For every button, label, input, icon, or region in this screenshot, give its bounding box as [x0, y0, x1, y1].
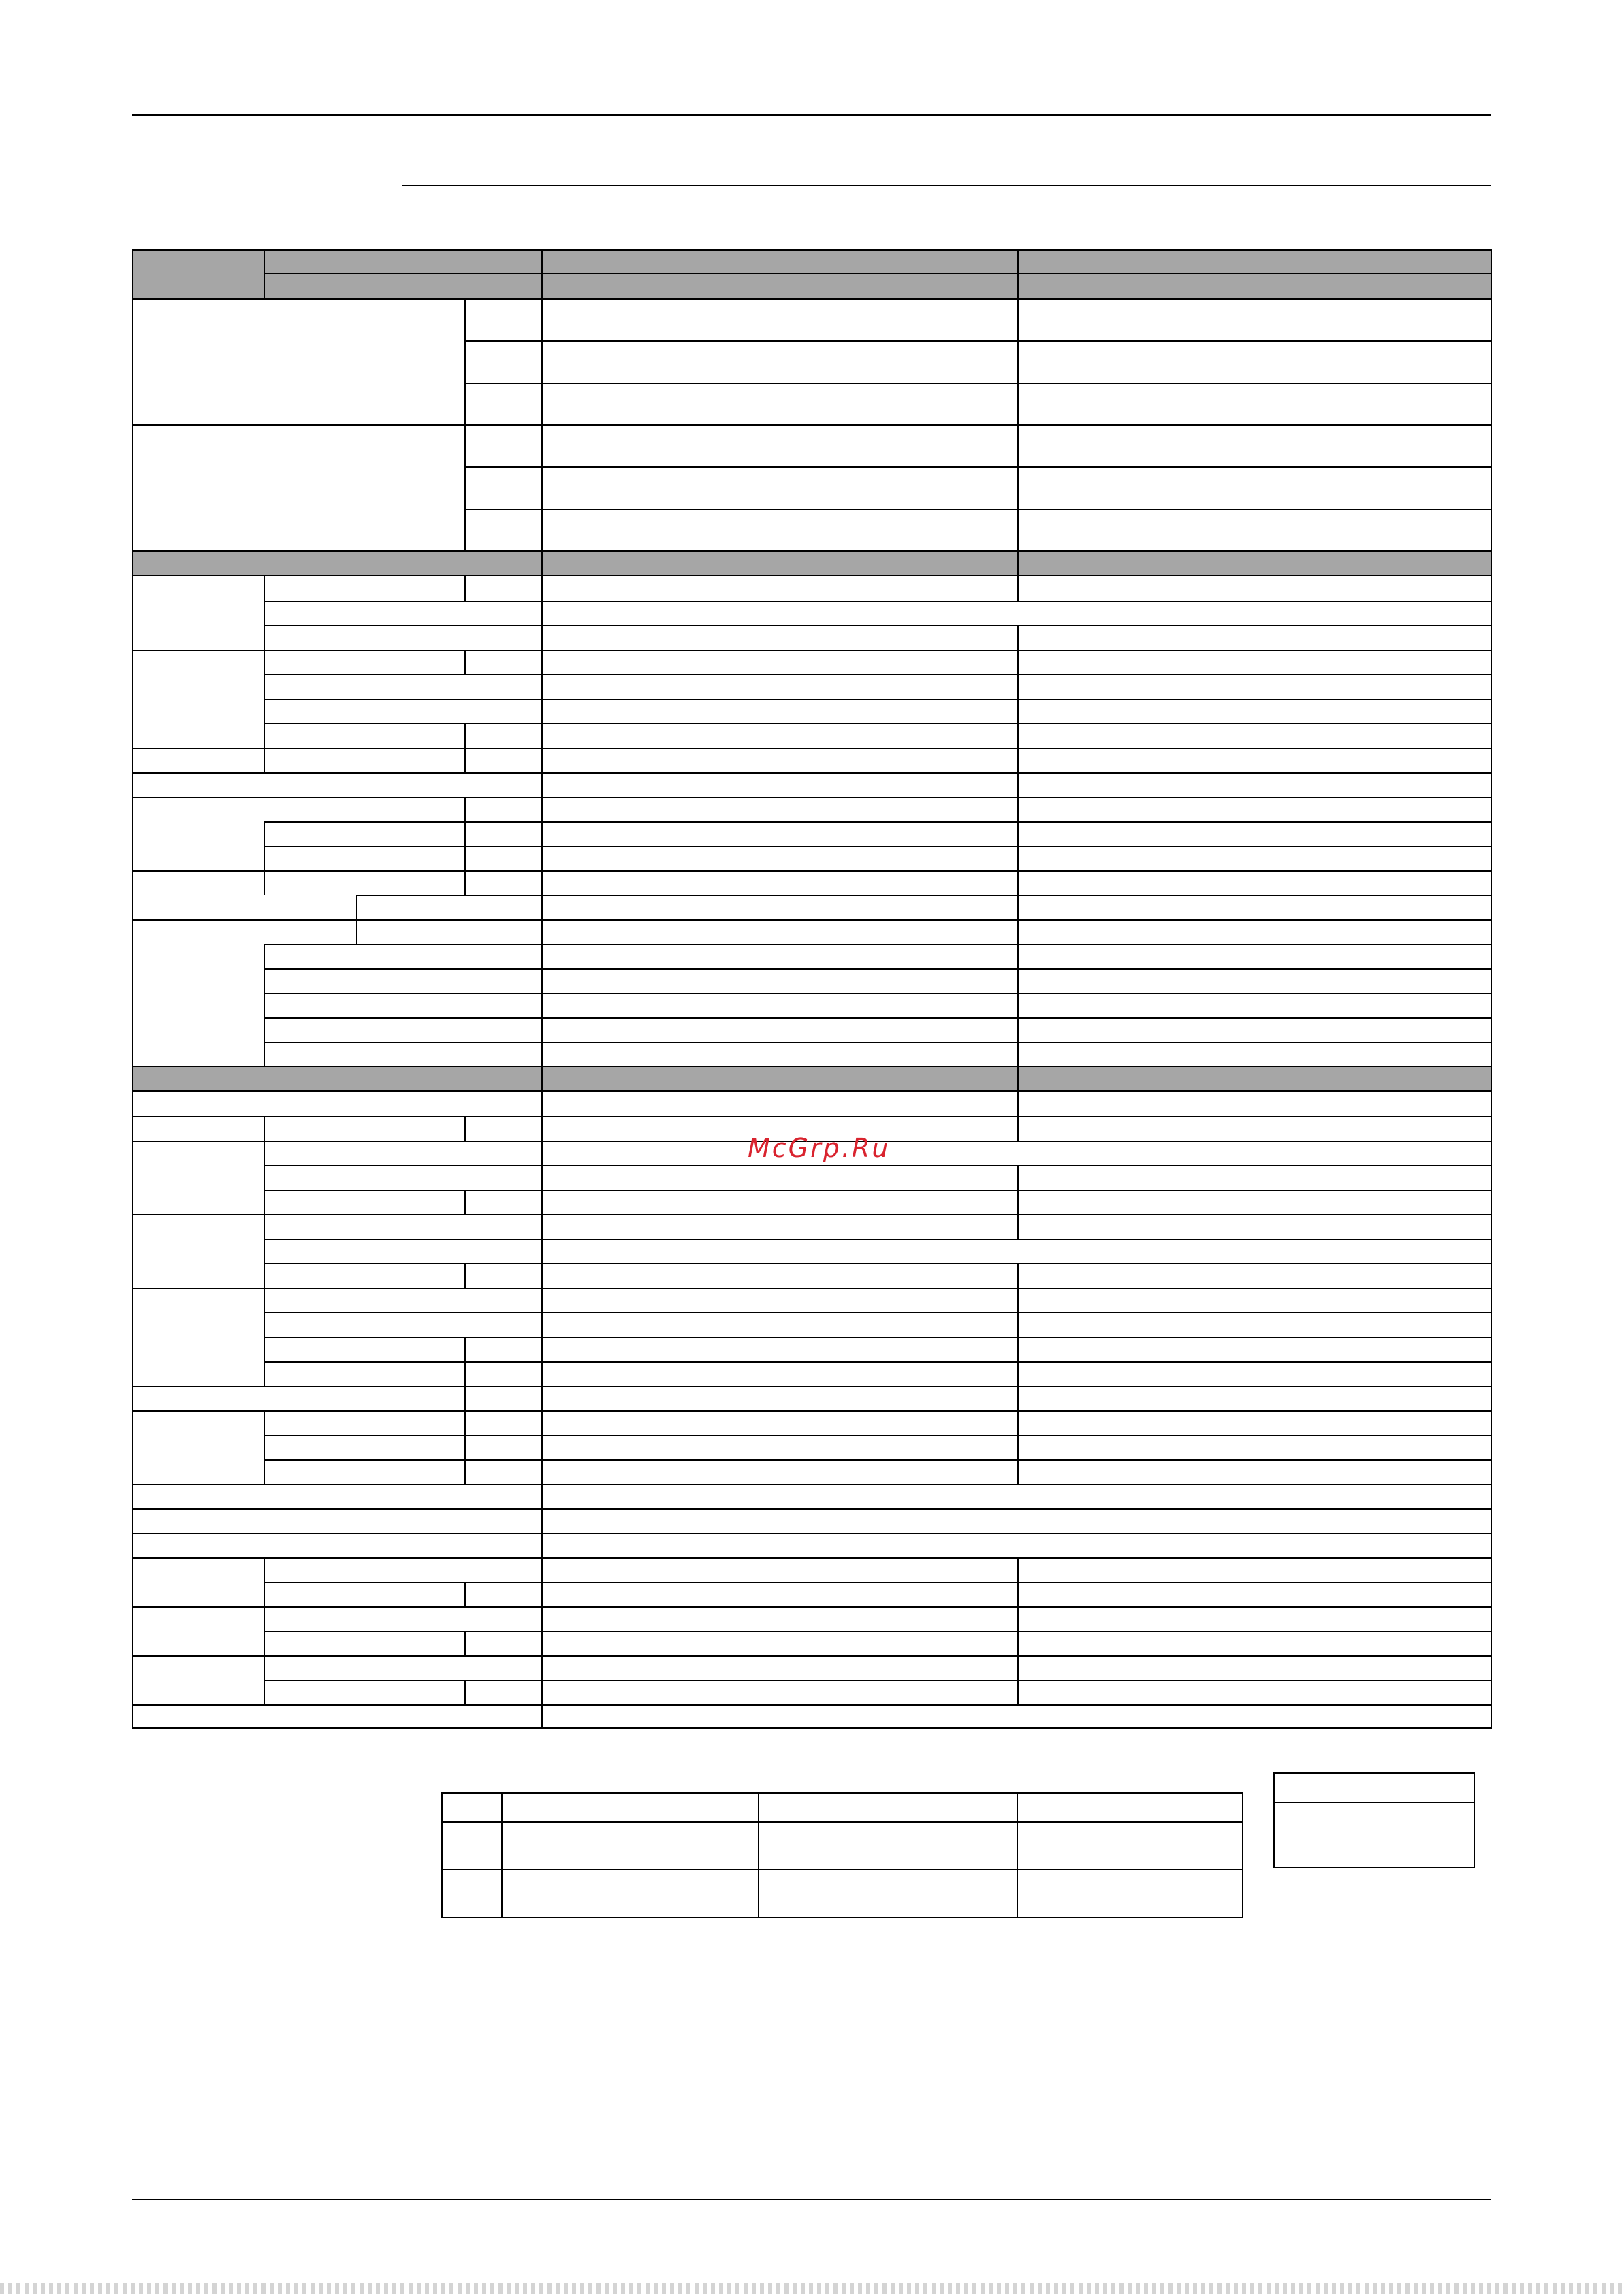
model-row-0: [441, 1821, 1243, 1823]
spec-table-frame: [132, 249, 1492, 1729]
s2-row-24: [264, 1680, 1491, 1681]
model-col-0: [501, 1792, 503, 1917]
col-seg-8: [464, 797, 466, 895]
s2-row-8: [132, 1288, 1491, 1289]
s1-row-17: [264, 993, 1491, 994]
s1-row-7: [132, 748, 1491, 749]
s1-row-15: [264, 944, 1491, 945]
tall-row-line-2: [464, 383, 1491, 384]
s2-row-20: [264, 1582, 1491, 1583]
note-box-divider: [1273, 1802, 1474, 1803]
s2-row-6: [264, 1239, 1491, 1240]
col-seg-15: [264, 1214, 265, 1288]
col-seg-19: [464, 1116, 466, 1141]
tall-row-line-1: [464, 340, 1491, 342]
s1-row-13: [356, 895, 1491, 896]
s2-row-19: [132, 1557, 1491, 1559]
s1-row-1: [264, 601, 1491, 602]
title-rule: [402, 185, 1491, 186]
s1-row-3: [132, 650, 1491, 651]
col-seg-18: [264, 1557, 265, 1704]
tall-col-a: [464, 298, 466, 550]
col-seg-21: [464, 1263, 466, 1288]
header-divider-1: [1017, 249, 1019, 298]
col-seg-17: [264, 1410, 265, 1484]
section-band-1: [132, 550, 1492, 576]
scan-edge: [0, 2283, 1624, 2294]
col-seg-13: [264, 1116, 265, 1141]
col-seg-28: [1017, 1092, 1019, 1141]
col-seg-0: [264, 576, 265, 601]
col-seg-31: [1017, 1557, 1019, 1704]
col-seg-23: [464, 1410, 466, 1484]
col-seg-27: [541, 1092, 543, 1728]
section-band-2: [132, 1066, 1492, 1092]
header-band-2: [264, 273, 1492, 300]
col-seg-5: [464, 576, 466, 601]
footer-rule: [132, 2199, 1491, 2200]
s2-row-21: [132, 1606, 1491, 1608]
s2-row-4: [264, 1190, 1491, 1191]
s1-row-6: [264, 723, 1491, 724]
s1-row-19: [264, 1042, 1491, 1043]
s2-row-16: [132, 1484, 1491, 1485]
s2-row-3: [264, 1165, 1491, 1166]
s2-row-14: [264, 1435, 1491, 1436]
section2-divider-0: [541, 1066, 543, 1092]
col-seg-3: [264, 821, 265, 895]
tall-col-b: [541, 298, 543, 550]
model-row-1: [441, 1869, 1243, 1870]
s1-row-9: [132, 797, 1491, 798]
model-col-1: [758, 1792, 759, 1917]
s1-row-14: [132, 919, 1491, 921]
s1-row-2: [264, 625, 1491, 626]
s2-row-5: [132, 1214, 1491, 1215]
col-seg-7: [464, 723, 466, 772]
s2-row-18: [132, 1533, 1491, 1534]
s2-row-12: [132, 1386, 1491, 1387]
col-seg-11: [1017, 576, 1019, 601]
tall-col-c: [1017, 298, 1019, 550]
col-seg-20: [464, 1190, 466, 1214]
s2-row-17: [132, 1508, 1491, 1510]
col-seg-9: [356, 895, 357, 944]
col-seg-2: [264, 674, 265, 772]
section1-divider-1: [1017, 550, 1019, 576]
watermark: McGrp.Ru: [748, 1133, 891, 1163]
s2-row-1: [132, 1116, 1491, 1117]
tall-row-line-5: [464, 509, 1491, 510]
s1-row-11: [264, 846, 1491, 847]
tall-row-line-4: [464, 466, 1491, 468]
col-seg-6: [464, 650, 466, 674]
s1-row-8: [132, 772, 1491, 774]
col-seg-25: [464, 1631, 466, 1655]
s2-row-25: [132, 1704, 1491, 1706]
s2-row-11: [264, 1361, 1491, 1363]
s2-row-9: [264, 1312, 1491, 1313]
s1-row-16: [264, 968, 1491, 970]
note-box-frame: [1273, 1772, 1475, 1868]
s1-row-4: [264, 674, 1491, 675]
col-seg-4: [264, 944, 265, 1066]
header-corner-cell: [132, 249, 265, 300]
col-seg-26: [464, 1680, 466, 1704]
header-divider-0: [541, 249, 543, 298]
section2-divider-1: [1017, 1066, 1019, 1092]
s2-row-10: [264, 1337, 1491, 1338]
s2-row-7: [264, 1263, 1491, 1264]
col-seg-29: [1017, 1165, 1019, 1239]
s1-row-5: [264, 699, 1491, 700]
model-col-2: [1017, 1792, 1018, 1917]
s2-row-15: [264, 1459, 1491, 1461]
section1-divider-0: [541, 550, 543, 576]
col-seg-22: [464, 1337, 466, 1410]
header-band-1: [264, 249, 1492, 276]
col-seg-1: [264, 601, 265, 674]
col-seg-30: [1017, 1263, 1019, 1484]
model-table-frame: [441, 1792, 1243, 1918]
s2-row-23: [132, 1655, 1491, 1657]
s1-row-10: [264, 821, 1491, 823]
s1-row-18: [264, 1017, 1491, 1019]
col-seg-12: [1017, 625, 1019, 1066]
s2-row-22: [264, 1631, 1491, 1632]
col-seg-10: [541, 576, 543, 1066]
s2-row-13: [132, 1410, 1491, 1412]
col-seg-14: [264, 1141, 265, 1214]
s1-row-12: [132, 870, 1491, 872]
tall-row-line-3: [132, 424, 1491, 426]
col-seg-16: [264, 1288, 265, 1386]
header-rule: [132, 114, 1491, 116]
col-seg-24: [464, 1582, 466, 1606]
